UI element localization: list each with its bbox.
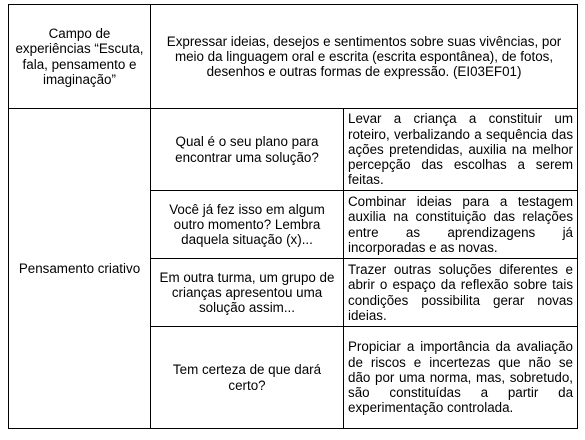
comment-cell xyxy=(344,191,578,259)
comment-text: Levar a criança a constituir um roteiro, verbalizando a sequência das ações pretendidas, auxilia na melhor percepção das escolhas a serem feitas. xyxy=(348,111,574,188)
header-row xyxy=(9,5,578,109)
comment-text: Trazer outras soluções diferentes e abrir o espaço da reflexão sobre tais condições possibilita gerar novas ideias. xyxy=(348,262,574,323)
comment-cell xyxy=(344,327,578,429)
comment-text: Propiciar a importância da avaliação de riscos e incertezas que não se dão por uma norma, mas, sobretudo, são constituídas a partir da experimentação controlada. xyxy=(348,339,574,416)
question-cell: Em outra turma, um grupo de crianças apresentou uma solução assim... xyxy=(151,259,344,327)
question-cell: Você já fez isso em algum outro momento? Lembra daquela situação (x)... xyxy=(151,191,344,259)
comment-cell xyxy=(344,109,578,191)
section-label-cell: Pensamento criativo xyxy=(9,109,151,429)
table-row xyxy=(9,109,578,191)
comment-text: Combinar ideias para a testagem auxilia na constituição das relações entre as aprendizagens já incorporadas e as novas. xyxy=(348,194,574,255)
comment-cell xyxy=(344,259,578,327)
question-cell: Tem certeza de que dará certo? xyxy=(151,327,344,429)
question-cell: Qual é o seu plano para encontrar uma solução? xyxy=(151,109,344,191)
learning-objective-cell: Expressar ideias, desejos e sentimentos sobre suas vivências, por meio da linguagem oral e escrita (escrita espontânea), de fotos, desenhos e outras formas de expressão. (EI03EF01) xyxy=(151,5,578,109)
experience-field-label-cell: Campo de experiências “Escuta, fala, pensamento e imaginação” xyxy=(9,5,151,109)
experience-field-table xyxy=(8,4,578,429)
